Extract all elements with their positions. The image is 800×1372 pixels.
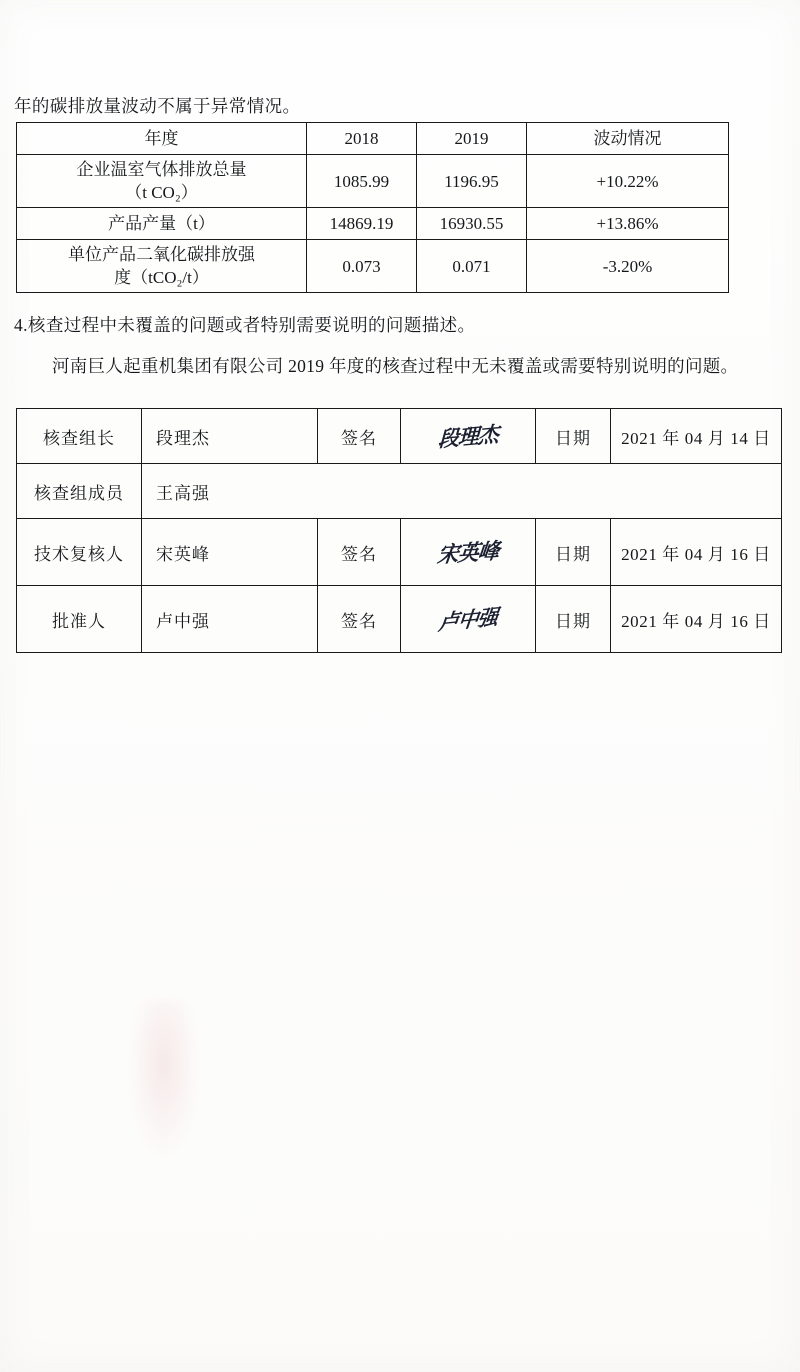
header-2019: 2019 [417, 123, 527, 155]
scan-artifact [128, 1000, 200, 1160]
date-approver: 2021 年 04 月 16 日 [611, 586, 782, 653]
table-row [17, 155, 729, 208]
name-team-leader: 段理杰 [142, 409, 318, 464]
cell-2019-output: 16930.55 [417, 208, 527, 240]
cell-2019-intensity: 0.071 [417, 240, 527, 293]
handwritten-signature: 卢中强 [437, 603, 499, 636]
date-technical-reviewer: 2021 年 04 月 16 日 [611, 519, 782, 586]
table-row [17, 409, 782, 464]
handwritten-signature: 宋英峰 [436, 537, 500, 568]
section-paragraph: 河南巨人起重机集团有限公司 2019 年度的核查过程中无未覆盖或需要特别说明的问题。 [52, 356, 739, 376]
table-header-row [17, 123, 729, 155]
name-technical-reviewer: 宋英峰 [142, 519, 318, 586]
cell-2018-output: 14869.19 [307, 208, 417, 240]
row-label-total-emissions [17, 155, 307, 208]
role-label-team-leader: 核查组长 [17, 409, 142, 464]
header-2018: 2018 [307, 123, 417, 155]
signature-table [16, 408, 782, 653]
section-heading: 4.核查过程中未覆盖的问题或者特别需要说明的问题描述。 [14, 315, 476, 335]
signature-label: 签名 [318, 519, 401, 586]
role-label-team-member: 核查组成员 [17, 464, 142, 519]
row-label-line2: （t CO₂） [125, 183, 198, 202]
signature-label: 签名 [318, 409, 401, 464]
cell-change-output: +13.86% [527, 208, 729, 240]
role-label-technical-reviewer: 技术复核人 [17, 519, 142, 586]
emissions-summary-table [16, 122, 729, 293]
intro-paragraph: 年的碳排放量波动不属于异常情况。 [14, 96, 301, 116]
row-label-line1: 单位产品二氧化碳排放强 [68, 245, 255, 264]
row-label-output: 产品产量（t） [17, 208, 307, 240]
row-label-intensity [17, 240, 307, 293]
signature-team-leader [401, 409, 536, 464]
date-label: 日期 [536, 586, 611, 653]
cell-2018-total: 1085.99 [307, 155, 417, 208]
cell-2019-total: 1196.95 [417, 155, 527, 208]
table-row [17, 586, 782, 653]
table-row [17, 240, 729, 293]
row-label-line2: 度（tCO₂/t） [114, 268, 209, 287]
date-label: 日期 [536, 409, 611, 464]
handwritten-signature: 段理杰 [437, 421, 499, 452]
cell-change-total: +10.22% [527, 155, 729, 208]
name-approver: 卢中强 [142, 586, 318, 653]
table-row [17, 519, 782, 586]
date-label: 日期 [536, 519, 611, 586]
row-label-line1: 企业温室气体排放总量 [76, 160, 247, 179]
header-change: 波动情况 [527, 123, 729, 155]
name-team-member: 王高强 [142, 464, 782, 519]
signature-label: 签名 [318, 586, 401, 653]
table-row [17, 208, 729, 240]
table-row [17, 464, 782, 519]
role-label-approver: 批准人 [17, 586, 142, 653]
signature-approver [401, 586, 536, 653]
cell-2018-intensity: 0.073 [307, 240, 417, 293]
date-team-leader: 2021 年 04 月 14 日 [611, 409, 782, 464]
header-year: 年度 [17, 123, 307, 155]
cell-change-intensity: -3.20% [527, 240, 729, 293]
signature-technical-reviewer [401, 519, 536, 586]
